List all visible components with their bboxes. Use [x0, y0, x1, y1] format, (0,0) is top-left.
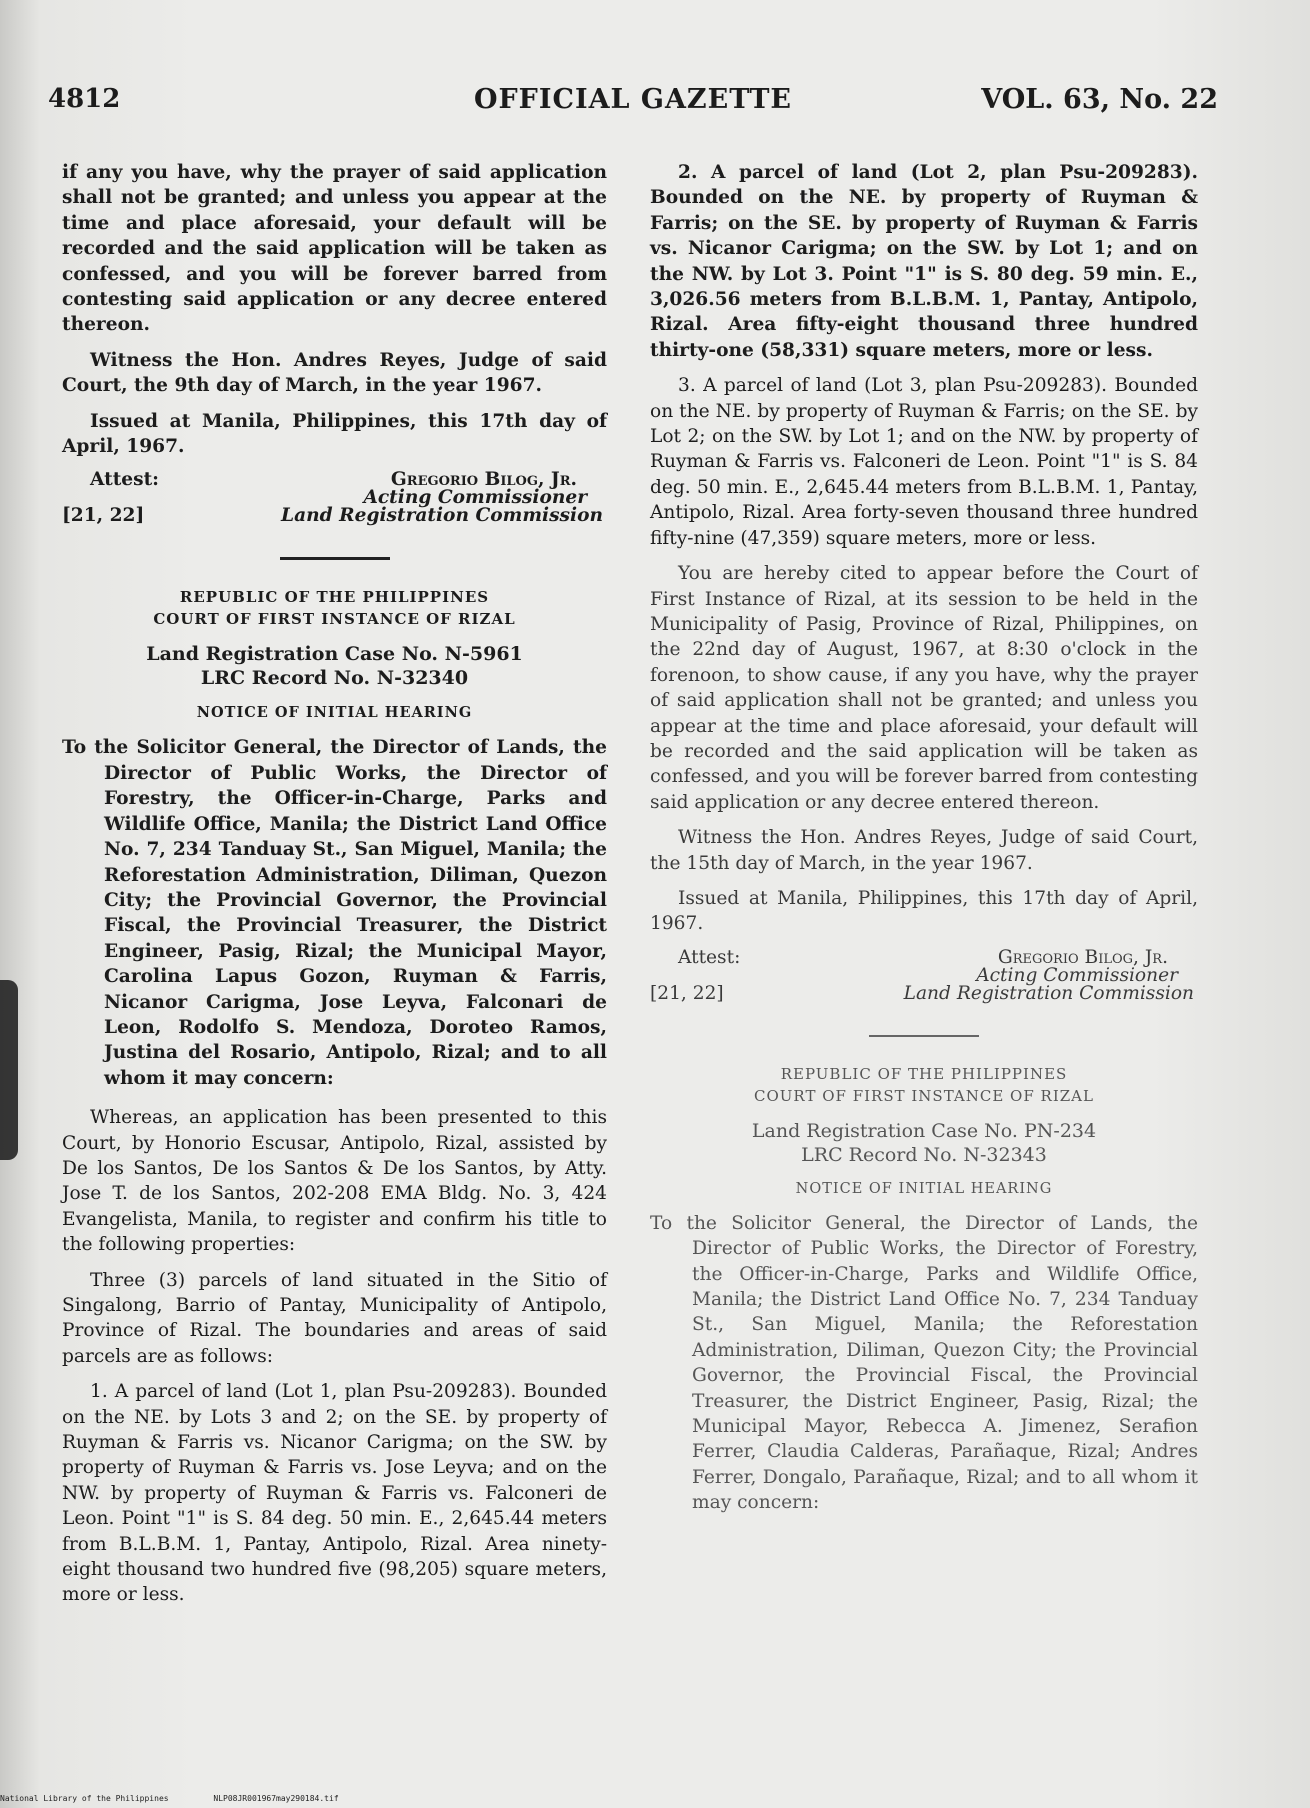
heading-republic: REPUBLIC OF THE PHILIPPINES	[179, 588, 490, 607]
parcel-2-paragraph: 2. A parcel of land (Lot 2, plan Psu-209283). Bounded on the NE. by property of Ruyman & Farris; on the SE. by property of Ruyman & Farris vs. Nicanor Carigma; on the SW. by Lot 1; and on the NW. by Lot 3. Point "1" is S. 80 deg. 59 min. E., 3,026.56 meters from B.L.B.M. 1, Pantay, Antipolo, Rizal. Area fifty-eight thousand three hundred thirty-one (58,331) square meters, more or less.	[650, 162, 1198, 361]
parcel-1-paragraph: 1. A parcel of land (Lot 1, plan Psu-209283). Bounded on the NE. by Lots 3 and 2; on the SE. by property of Ruyman & Farris vs. Nicanor Carigma; on the SW. by property of Ruyman & Farris vs. Jose Leyva; and on the NW. by property of Ruyman & Farris vs. Falconeri de Leon. Point "1" is S. 84 deg. 50 min. E., 2,645.44 meters from B.L.B.M. 1, Pantay, Antipolo, Rizal. Area ninety-eight thousand two hundred five (98,205) square meters, more or less.	[62, 1381, 607, 1606]
right-column	[650, 160, 1198, 1526]
witness-paragraph-2: Witness the Hon. Andres Reyes, Judge of said Court, the 15th day of March, in the year 1967.	[650, 827, 1198, 874]
library-credit: National Library of the Philippines	[0, 1794, 169, 1803]
scan-filename: NLP08JR001967may290184.tif	[213, 1794, 339, 1803]
parcel-3-paragraph: 3. A parcel of land (Lot 3, plan Psu-209283). Bounded on the NE. by property of Ruyman & Farris; on the SE. by Lot 2; on the SW. by Lot 1; and on the NW. by property of Ruyman & Farris vs. Falconeri de Leon. Point "1" is S. 84 deg. 50 min. E., 2,645.44 meters from B.L.B.M. 1, Pantay, Antipolo, Rizal. Area forty-seven thousand three hundred fifty-nine (47,359) square meters, more or less.	[650, 375, 1198, 549]
page-number: 4812	[48, 84, 121, 114]
lrc-record: LRC Record No. N-32340	[200, 667, 469, 690]
cited-paragraph: You are hereby cited to appear before the Court of First Instance of Rizal, at its session to be held in the Municipality of Pasig, Province of Rizal, Philippines, on the 22nd day of August, 1967, at 8:30 o'clock in the forenoon, to show cause, if any you have, why the prayer of said application shall not be granted; and unless you appear at the time and place aforesaid, your default will be recorded and the said application will be taken as confessed, and you will be forever barred from contesting said application or any decree entered thereon.	[650, 563, 1198, 813]
signatory-office: Land Registration Commission	[281, 505, 603, 527]
heading-republic-2: REPUBLIC OF THE PHILIPPINES	[780, 1064, 1068, 1083]
attest-label: Attest:	[90, 469, 160, 491]
issued-paragraph: Issued at Manila, Philippines, this 17th day of April, 1967.	[62, 410, 607, 458]
signatory-role: Acting Commissioner	[363, 487, 587, 509]
attestation-block	[62, 469, 607, 531]
heading-court-2: COURT OF FIRST INSTANCE OF RIZAL	[754, 1086, 1094, 1105]
signatory-office-2: Land Registration Commission	[903, 982, 1194, 1004]
heading-court: COURT OF FIRST INSTANCE OF RIZAL	[153, 610, 516, 629]
whereas-paragraph: Whereas, an application has been presented to this Court, by Honorio Escusar, Antipolo, Rizal, assisted by De los Santos, De los Santos & De los Santos, by Atty. Jose T. de los Santos, 202-208 EMA Bldg. No. 3, 424 Evangelista, Manila, to register and confirm his title to the following properties:	[62, 1107, 607, 1256]
volume-number: VOL. 63, No. 22	[981, 84, 1218, 115]
notice-heading: NOTICE OF INITIAL HEARING	[196, 704, 473, 722]
page-header	[48, 84, 1218, 134]
attest-label-2: Attest:	[678, 946, 741, 968]
lrc-record-2: LRC Record No. N-32343	[801, 1143, 1047, 1166]
publication-title: OFFICIAL GAZETTE	[473, 84, 793, 115]
witness-paragraph: Witness the Hon. Andres Reyes, Judge of said Court, the 9th day of March, in the year 1967.	[62, 349, 607, 397]
continued-paragraph: if any you have, why the prayer of said application shall not be granted; and unless you appear at the time and place aforesaid, your default will be recorded and the said application will be taken as confessed, and you will be forever barred from contesting said application or any decree entered thereon.	[62, 162, 607, 336]
signatory-name: Gregorio Bilog, Jr.	[390, 469, 577, 491]
left-column	[62, 160, 607, 1618]
signatory-role-2: Acting Commissioner	[976, 964, 1178, 986]
case-number: Land Registration Case No. N-5961	[146, 643, 523, 666]
addressees-paragraph-2: To the Solicitor General, the Director of Lands, the Director of Public Works, the Director of Forestry, the Officer-in-Charge, Parks and Wildlife Office, Manila; the District Land Office No. 7, 234 Tanduay St., San Miguel, Manila; the Reforestation Administration, Diliman, Quezon City; the Provincial Governor, the Provincial Fiscal, the Provincial Treasurer, the District Engineer, Pasig, Rizal; the Municipal Mayor, Rebecca A. Jimenez, Serafion Ferrer, Claudia Calderas, Parañaque, Rizal; Andres Ferrer, Dongalo, Parañaque, Rizal; and to all whom it may concern:	[650, 1212, 1198, 1514]
parcels-intro-paragraph: Three (3) parcels of land situated in the Sitio of Singalong, Barrio of Pantay, Municipality of Antipolo, Province of Rizal. The boundaries and areas of said parcels are as follows:	[62, 1269, 607, 1367]
scan-footer	[0, 1794, 379, 1803]
notice-heading-2: NOTICE OF INITIAL HEARING	[795, 1180, 1053, 1197]
addressees-paragraph: To the Solicitor General, the Director of Lands, the Director of Public Works, the Director of Forestry, the Officer-in-Charge, Parks and Wildlife Office, Manila; the District Land Office No. 7, 234 Tanduay St., San Miguel, Manila; the Reforestation Administration, Diliman, Quezon City; the Provincial Governor, the Provincial Fiscal, the Provincial Treasurer, the District Engineer, Pasig, Rizal; the Municipal Mayor, Carolina Lapus Gozon, Ruyman & Farris, Nicanor Carigma, Jose Leyva, Falconari de Leon, Rodolfo S. Mendoza, Doroteo Ramos, Justina del Rosario, Antipolo, Rizal; and to all whom it may concern:	[62, 737, 607, 1089]
attest-reference: [21, 22]	[62, 505, 145, 527]
section-divider-2	[869, 1035, 979, 1037]
attest-reference-2: [21, 22]	[650, 982, 724, 1004]
binding-shadow	[0, 980, 18, 1160]
issued-paragraph-2: Issued at Manila, Philippines, this 17th day of April, 1967.	[650, 887, 1198, 935]
section-divider	[280, 557, 390, 560]
attestation-block-2	[650, 947, 1198, 1009]
signatory-name-2: Gregorio Bilog, Jr.	[997, 946, 1168, 968]
case-number-2: Land Registration Case No. PN-234	[751, 1119, 1097, 1142]
